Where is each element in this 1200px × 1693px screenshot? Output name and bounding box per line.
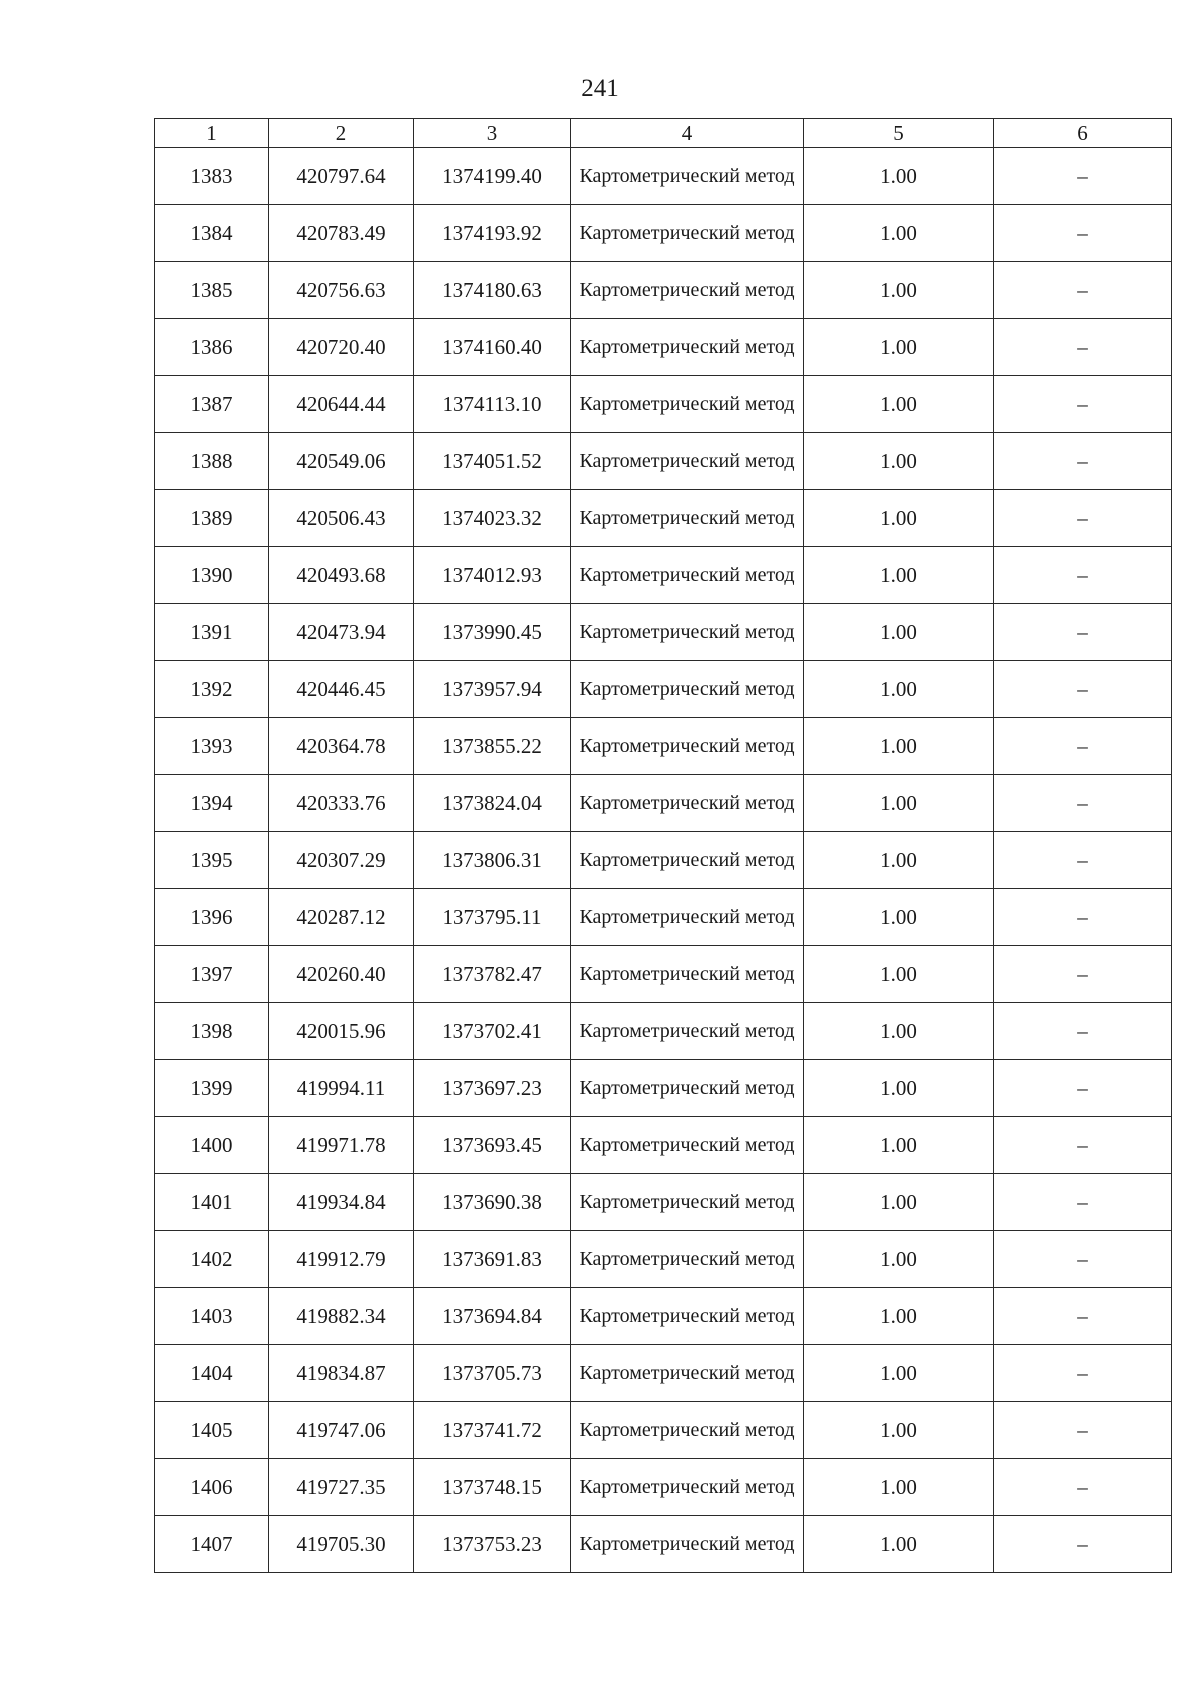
table-row — [155, 262, 1172, 319]
method-text: Картометрический метод — [579, 1305, 795, 1327]
x-coordinate-cell: 420260.40 — [269, 946, 414, 1003]
y-coordinate-cell: 1373957.94 — [414, 661, 571, 718]
method-cell — [571, 718, 804, 775]
note-cell: – — [994, 1003, 1172, 1060]
accuracy-cell: 1.00 — [804, 1174, 994, 1231]
point-number-cell: 1390 — [155, 547, 269, 604]
note-cell: – — [994, 1459, 1172, 1516]
table-row — [155, 490, 1172, 547]
accuracy-cell: 1.00 — [804, 1003, 994, 1060]
method-cell — [571, 1402, 804, 1459]
method-cell — [571, 1060, 804, 1117]
y-coordinate-cell: 1373741.72 — [414, 1402, 571, 1459]
note-cell: – — [994, 1060, 1172, 1117]
note-cell: – — [994, 889, 1172, 946]
table-row — [155, 1003, 1172, 1060]
method-text: Картометрический метод — [579, 165, 795, 187]
point-number-cell: 1389 — [155, 490, 269, 547]
note-cell: – — [994, 661, 1172, 718]
x-coordinate-cell: 420333.76 — [269, 775, 414, 832]
method-cell — [571, 1117, 804, 1174]
method-text: Картометрический метод — [579, 222, 795, 244]
note-cell: – — [994, 262, 1172, 319]
method-cell — [571, 1288, 804, 1345]
y-coordinate-cell: 1373782.47 — [414, 946, 571, 1003]
x-coordinate-cell: 419882.34 — [269, 1288, 414, 1345]
method-cell — [571, 775, 804, 832]
method-cell — [571, 1345, 804, 1402]
method-text: Картометрический метод — [579, 906, 795, 928]
x-coordinate-cell: 420446.45 — [269, 661, 414, 718]
accuracy-cell: 1.00 — [804, 775, 994, 832]
point-number-cell: 1396 — [155, 889, 269, 946]
table-row — [155, 205, 1172, 262]
method-text: Картометрический метод — [579, 564, 795, 586]
y-coordinate-cell: 1373697.23 — [414, 1060, 571, 1117]
accuracy-cell: 1.00 — [804, 1288, 994, 1345]
table-body — [155, 148, 1172, 1573]
method-text: Картометрический метод — [579, 393, 795, 415]
table-row — [155, 433, 1172, 490]
accuracy-cell: 1.00 — [804, 376, 994, 433]
x-coordinate-cell: 420506.43 — [269, 490, 414, 547]
method-text: Картометрический метод — [579, 735, 795, 757]
table-row — [155, 661, 1172, 718]
y-coordinate-cell: 1373702.41 — [414, 1003, 571, 1060]
method-cell — [571, 1459, 804, 1516]
method-text: Картометрический метод — [579, 507, 795, 529]
note-cell: – — [994, 1231, 1172, 1288]
method-cell — [571, 832, 804, 889]
x-coordinate-cell: 419912.79 — [269, 1231, 414, 1288]
header-cell-3: 3 — [414, 119, 571, 148]
table-row — [155, 832, 1172, 889]
accuracy-cell: 1.00 — [804, 262, 994, 319]
method-cell — [571, 661, 804, 718]
header-cell-6: 6 — [994, 119, 1172, 148]
accuracy-cell: 1.00 — [804, 946, 994, 1003]
accuracy-cell: 1.00 — [804, 319, 994, 376]
y-coordinate-cell: 1374023.32 — [414, 490, 571, 547]
point-number-cell: 1393 — [155, 718, 269, 775]
note-cell: – — [994, 148, 1172, 205]
method-cell — [571, 376, 804, 433]
x-coordinate-cell: 419747.06 — [269, 1402, 414, 1459]
table-row — [155, 1288, 1172, 1345]
point-number-cell: 1383 — [155, 148, 269, 205]
y-coordinate-cell: 1373691.83 — [414, 1231, 571, 1288]
point-number-cell: 1407 — [155, 1516, 269, 1573]
header-cell-5: 5 — [804, 119, 994, 148]
method-cell — [571, 889, 804, 946]
note-cell: – — [994, 946, 1172, 1003]
point-number-cell: 1388 — [155, 433, 269, 490]
point-number-cell: 1403 — [155, 1288, 269, 1345]
method-cell — [571, 1174, 804, 1231]
point-number-cell: 1384 — [155, 205, 269, 262]
accuracy-cell: 1.00 — [804, 1516, 994, 1573]
header-row — [155, 119, 1172, 148]
point-number-cell: 1394 — [155, 775, 269, 832]
method-cell — [571, 604, 804, 661]
y-coordinate-cell: 1373795.11 — [414, 889, 571, 946]
accuracy-cell: 1.00 — [804, 433, 994, 490]
method-cell — [571, 205, 804, 262]
note-cell: – — [994, 1288, 1172, 1345]
x-coordinate-cell: 420644.44 — [269, 376, 414, 433]
method-text: Картометрический метод — [579, 1248, 795, 1270]
table-row — [155, 547, 1172, 604]
y-coordinate-cell: 1374199.40 — [414, 148, 571, 205]
header-cell-2: 2 — [269, 119, 414, 148]
note-cell: – — [994, 433, 1172, 490]
method-cell — [571, 1231, 804, 1288]
x-coordinate-cell: 420797.64 — [269, 148, 414, 205]
x-coordinate-cell: 419834.87 — [269, 1345, 414, 1402]
note-cell: – — [994, 547, 1172, 604]
accuracy-cell: 1.00 — [804, 604, 994, 661]
point-number-cell: 1386 — [155, 319, 269, 376]
table-row — [155, 1459, 1172, 1516]
note-cell: – — [994, 205, 1172, 262]
table-row — [155, 1060, 1172, 1117]
method-text: Картометрический метод — [579, 792, 795, 814]
method-text: Картометрический метод — [579, 1476, 795, 1498]
method-text: Картометрический метод — [579, 1134, 795, 1156]
x-coordinate-cell: 420549.06 — [269, 433, 414, 490]
accuracy-cell: 1.00 — [804, 547, 994, 604]
method-text: Картометрический метод — [579, 450, 795, 472]
method-text: Картометрический метод — [579, 849, 795, 871]
point-number-cell: 1400 — [155, 1117, 269, 1174]
accuracy-cell: 1.00 — [804, 1117, 994, 1174]
accuracy-cell: 1.00 — [804, 205, 994, 262]
method-cell — [571, 1516, 804, 1573]
accuracy-cell: 1.00 — [804, 1345, 994, 1402]
accuracy-cell: 1.00 — [804, 1231, 994, 1288]
accuracy-cell: 1.00 — [804, 1459, 994, 1516]
method-cell — [571, 262, 804, 319]
accuracy-cell: 1.00 — [804, 490, 994, 547]
x-coordinate-cell: 419934.84 — [269, 1174, 414, 1231]
table-row — [155, 1516, 1172, 1573]
note-cell: – — [994, 775, 1172, 832]
note-cell: – — [994, 319, 1172, 376]
y-coordinate-cell: 1373990.45 — [414, 604, 571, 661]
header-cell-4: 4 — [571, 119, 804, 148]
method-cell — [571, 946, 804, 1003]
accuracy-cell: 1.00 — [804, 148, 994, 205]
table-row — [155, 604, 1172, 661]
y-coordinate-cell: 1373748.15 — [414, 1459, 571, 1516]
accuracy-cell: 1.00 — [804, 832, 994, 889]
method-text: Картометрический метод — [579, 336, 795, 358]
y-coordinate-cell: 1374180.63 — [414, 262, 571, 319]
method-cell — [571, 1003, 804, 1060]
method-cell — [571, 433, 804, 490]
point-number-cell: 1387 — [155, 376, 269, 433]
note-cell: – — [994, 1516, 1172, 1573]
method-text: Картометрический метод — [579, 1419, 795, 1441]
header-cell-1: 1 — [155, 119, 269, 148]
note-cell: – — [994, 604, 1172, 661]
table-row — [155, 718, 1172, 775]
table-row — [155, 946, 1172, 1003]
table-row — [155, 775, 1172, 832]
method-text: Картометрический метод — [579, 621, 795, 643]
note-cell: – — [994, 1117, 1172, 1174]
x-coordinate-cell: 419994.11 — [269, 1060, 414, 1117]
table-row — [155, 1117, 1172, 1174]
accuracy-cell: 1.00 — [804, 889, 994, 946]
note-cell: – — [994, 490, 1172, 547]
point-number-cell: 1398 — [155, 1003, 269, 1060]
point-number-cell: 1405 — [155, 1402, 269, 1459]
accuracy-cell: 1.00 — [804, 718, 994, 775]
note-cell: – — [994, 376, 1172, 433]
point-number-cell: 1395 — [155, 832, 269, 889]
method-text: Картометрический метод — [579, 1191, 795, 1213]
note-cell: – — [994, 832, 1172, 889]
accuracy-cell: 1.00 — [804, 1402, 994, 1459]
x-coordinate-cell: 420756.63 — [269, 262, 414, 319]
y-coordinate-cell: 1374193.92 — [414, 205, 571, 262]
y-coordinate-cell: 1374051.52 — [414, 433, 571, 490]
accuracy-cell: 1.00 — [804, 1060, 994, 1117]
y-coordinate-cell: 1374160.40 — [414, 319, 571, 376]
table-row — [155, 319, 1172, 376]
point-number-cell: 1401 — [155, 1174, 269, 1231]
x-coordinate-cell: 420720.40 — [269, 319, 414, 376]
method-text: Картометрический метод — [579, 279, 795, 301]
x-coordinate-cell: 420015.96 — [269, 1003, 414, 1060]
method-cell — [571, 490, 804, 547]
point-number-cell: 1399 — [155, 1060, 269, 1117]
point-number-cell: 1391 — [155, 604, 269, 661]
note-cell: – — [994, 1174, 1172, 1231]
x-coordinate-cell: 420493.68 — [269, 547, 414, 604]
y-coordinate-cell: 1373806.31 — [414, 832, 571, 889]
x-coordinate-cell: 420287.12 — [269, 889, 414, 946]
method-cell — [571, 319, 804, 376]
table-row — [155, 889, 1172, 946]
table-row — [155, 1402, 1172, 1459]
method-text: Картометрический метод — [579, 1533, 795, 1555]
x-coordinate-cell: 420307.29 — [269, 832, 414, 889]
method-text: Картометрический метод — [579, 1362, 795, 1384]
x-coordinate-cell: 419705.30 — [269, 1516, 414, 1573]
note-cell: – — [994, 1402, 1172, 1459]
x-coordinate-cell: 419727.35 — [269, 1459, 414, 1516]
point-number-cell: 1402 — [155, 1231, 269, 1288]
y-coordinate-cell: 1373690.38 — [414, 1174, 571, 1231]
y-coordinate-cell: 1373753.23 — [414, 1516, 571, 1573]
x-coordinate-cell: 420783.49 — [269, 205, 414, 262]
point-number-cell: 1392 — [155, 661, 269, 718]
coordinates-table — [154, 118, 1172, 1573]
method-text: Картометрический метод — [579, 678, 795, 700]
y-coordinate-cell: 1374113.10 — [414, 376, 571, 433]
point-number-cell: 1385 — [155, 262, 269, 319]
point-number-cell: 1404 — [155, 1345, 269, 1402]
x-coordinate-cell: 420473.94 — [269, 604, 414, 661]
y-coordinate-cell: 1373694.84 — [414, 1288, 571, 1345]
page-number: 241 — [581, 75, 619, 102]
x-coordinate-cell: 420364.78 — [269, 718, 414, 775]
note-cell: – — [994, 1345, 1172, 1402]
table-row — [155, 1231, 1172, 1288]
y-coordinate-cell: 1373693.45 — [414, 1117, 571, 1174]
note-cell: – — [994, 718, 1172, 775]
table-row — [155, 376, 1172, 433]
method-cell — [571, 148, 804, 205]
point-number-cell: 1397 — [155, 946, 269, 1003]
method-text: Картометрический метод — [579, 963, 795, 985]
x-coordinate-cell: 419971.78 — [269, 1117, 414, 1174]
table-row — [155, 1174, 1172, 1231]
method-cell — [571, 547, 804, 604]
table-row — [155, 1345, 1172, 1402]
method-text: Картометрический метод — [579, 1077, 795, 1099]
table-row — [155, 148, 1172, 205]
y-coordinate-cell: 1373824.04 — [414, 775, 571, 832]
point-number-cell: 1406 — [155, 1459, 269, 1516]
y-coordinate-cell: 1374012.93 — [414, 547, 571, 604]
y-coordinate-cell: 1373855.22 — [414, 718, 571, 775]
accuracy-cell: 1.00 — [804, 661, 994, 718]
y-coordinate-cell: 1373705.73 — [414, 1345, 571, 1402]
method-text: Картометрический метод — [579, 1020, 795, 1042]
